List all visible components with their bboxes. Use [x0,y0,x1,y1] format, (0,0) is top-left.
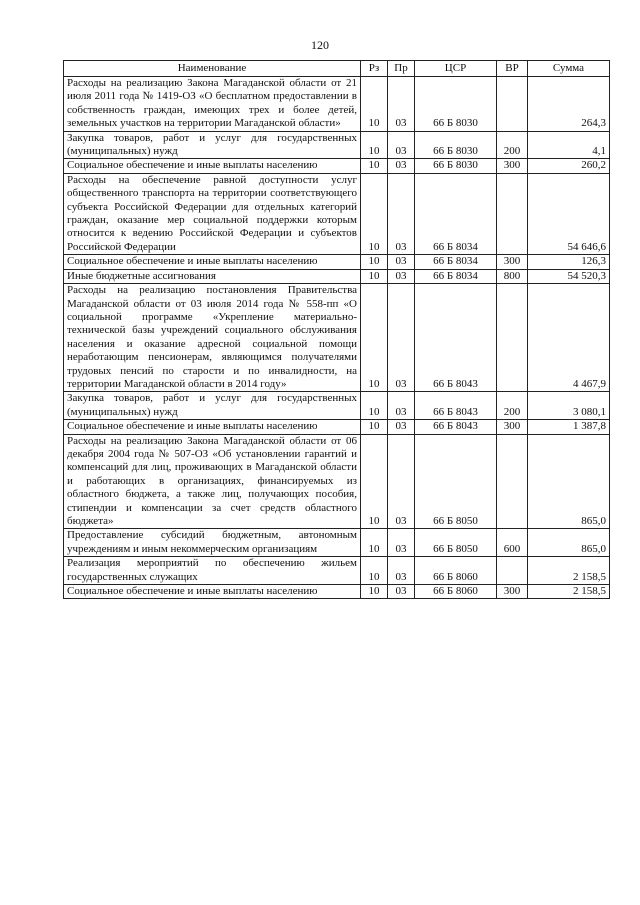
cell-sum: 4,1 [528,131,610,159]
cell-pr: 03 [388,173,415,254]
cell-pr: 03 [388,420,415,434]
cell-name: Социальное обеспечение и иные выплаты населению [64,159,361,173]
cell-rz: 10 [361,585,388,599]
cell-pr: 03 [388,529,415,557]
cell-vr: 600 [497,529,528,557]
cell-pr: 03 [388,131,415,159]
table-row [64,392,610,420]
cell-pr: 03 [388,585,415,599]
cell-pr: 03 [388,434,415,529]
cell-rz: 10 [361,557,388,585]
cell-vr: 300 [497,159,528,173]
cell-rz: 10 [361,392,388,420]
table-body [64,77,610,599]
cell-rz: 10 [361,420,388,434]
cell-csr: 66 Б 8030 [415,159,497,173]
cell-name: Расходы на реализацию постановления Правительства Магаданской области от 03 июля 2014 года № 558-пп «О социальной программе «Укрепление материально-технической базы учреждений социального обслуживания населения и оказание адресной социальной помощи неработающим пенсионерам, являющимся получателями трудовых пенсий по старости и по инвалидности, на территории Магаданской области в 2014 году» [64,284,361,392]
cell-name: Социальное обеспечение и иные выплаты населению [64,255,361,269]
cell-rz: 10 [361,131,388,159]
cell-rz: 10 [361,284,388,392]
cell-name: Расходы на обеспечение равной доступности услуг общественного транспорта на территории соответствующего субъекта Российской Федерации для отдельных категорий граждан, оказание мер социальной поддержки которым относится к ведению Российской Федерации и субъектов Российской Федерации [64,173,361,254]
cell-vr [497,434,528,529]
table-row [64,434,610,529]
header-name: Наименование [64,61,361,77]
cell-csr: 66 Б 8043 [415,420,497,434]
header-sum: Сумма [528,61,610,77]
cell-csr: 66 Б 8050 [415,529,497,557]
table-header [64,61,610,77]
cell-vr [497,557,528,585]
table-row [64,159,610,173]
cell-vr: 200 [497,131,528,159]
cell-sum: 264,3 [528,77,610,132]
table-row [64,284,610,392]
cell-pr: 03 [388,284,415,392]
cell-rz: 10 [361,255,388,269]
table-row [64,77,610,132]
cell-name: Социальное обеспечение и иные выплаты населению [64,585,361,599]
cell-vr: 200 [497,392,528,420]
cell-vr: 300 [497,255,528,269]
cell-sum: 2 158,5 [528,557,610,585]
cell-vr [497,77,528,132]
cell-pr: 03 [388,269,415,283]
cell-csr: 66 Б 8060 [415,557,497,585]
cell-csr: 66 Б 8043 [415,392,497,420]
table-row [64,173,610,254]
cell-name: Закупка товаров, работ и услуг для государственных (муниципальных) нужд [64,392,361,420]
cell-name: Иные бюджетные ассигнования [64,269,361,283]
cell-name: Расходы на реализацию Закона Магаданской области от 21 июля 2011 года № 1419-ОЗ «О бесплатном предоставлении в собственность граждан, имеющих трех и более детей, земельных участков на территории Магаданской области» [64,77,361,132]
table-row [64,585,610,599]
cell-rz: 10 [361,159,388,173]
cell-name: Предоставление субсидий бюджетным, автономным учреждениям и иным некоммерческим организациям [64,529,361,557]
cell-sum: 260,2 [528,159,610,173]
page-number: 120 [311,38,329,52]
table-row [64,255,610,269]
budget-table [63,60,610,599]
cell-rz: 10 [361,434,388,529]
cell-sum: 2 158,5 [528,585,610,599]
header-row [64,61,610,77]
cell-rz: 10 [361,173,388,254]
table-row [64,269,610,283]
cell-rz: 10 [361,269,388,283]
cell-csr: 66 Б 8034 [415,269,497,283]
cell-csr: 66 Б 8034 [415,173,497,254]
cell-csr: 66 Б 8030 [415,131,497,159]
cell-vr: 300 [497,585,528,599]
cell-csr: 66 Б 8030 [415,77,497,132]
cell-vr: 800 [497,269,528,283]
header-pr: Пр [388,61,415,77]
cell-vr [497,284,528,392]
header-vr: ВР [497,61,528,77]
cell-pr: 03 [388,392,415,420]
cell-csr: 66 Б 8050 [415,434,497,529]
cell-name: Расходы на реализацию Закона Магаданской области от 06 декабря 2004 года № 507-ОЗ «Об установлении гарантий и компенсаций для лиц, проживающих в Магаданской области и работающих в организациях, финансируемых из областного бюджета, а также лиц, получающих пособия, стипендии и компенсации за счет средств областного бюджета» [64,434,361,529]
table-row [64,529,610,557]
cell-pr: 03 [388,255,415,269]
header-rz: Рз [361,61,388,77]
cell-sum: 3 080,1 [528,392,610,420]
cell-sum: 4 467,9 [528,284,610,392]
cell-pr: 03 [388,159,415,173]
table-row [64,420,610,434]
cell-rz: 10 [361,529,388,557]
cell-csr: 66 Б 8060 [415,585,497,599]
cell-name: Социальное обеспечение и иные выплаты населению [64,420,361,434]
cell-name: Реализация мероприятий по обеспечению жильем государственных служащих [64,557,361,585]
header-csr: ЦСР [415,61,497,77]
cell-vr [497,173,528,254]
cell-sum: 54 520,3 [528,269,610,283]
cell-sum: 865,0 [528,434,610,529]
cell-name: Закупка товаров, работ и услуг для государственных (муниципальных) нужд [64,131,361,159]
table-row [64,557,610,585]
cell-vr: 300 [497,420,528,434]
cell-sum: 126,3 [528,255,610,269]
cell-sum: 1 387,8 [528,420,610,434]
cell-sum: 865,0 [528,529,610,557]
cell-rz: 10 [361,77,388,132]
cell-csr: 66 Б 8043 [415,284,497,392]
cell-pr: 03 [388,557,415,585]
table-row [64,131,610,159]
cell-sum: 54 646,6 [528,173,610,254]
cell-pr: 03 [388,77,415,132]
cell-csr: 66 Б 8034 [415,255,497,269]
